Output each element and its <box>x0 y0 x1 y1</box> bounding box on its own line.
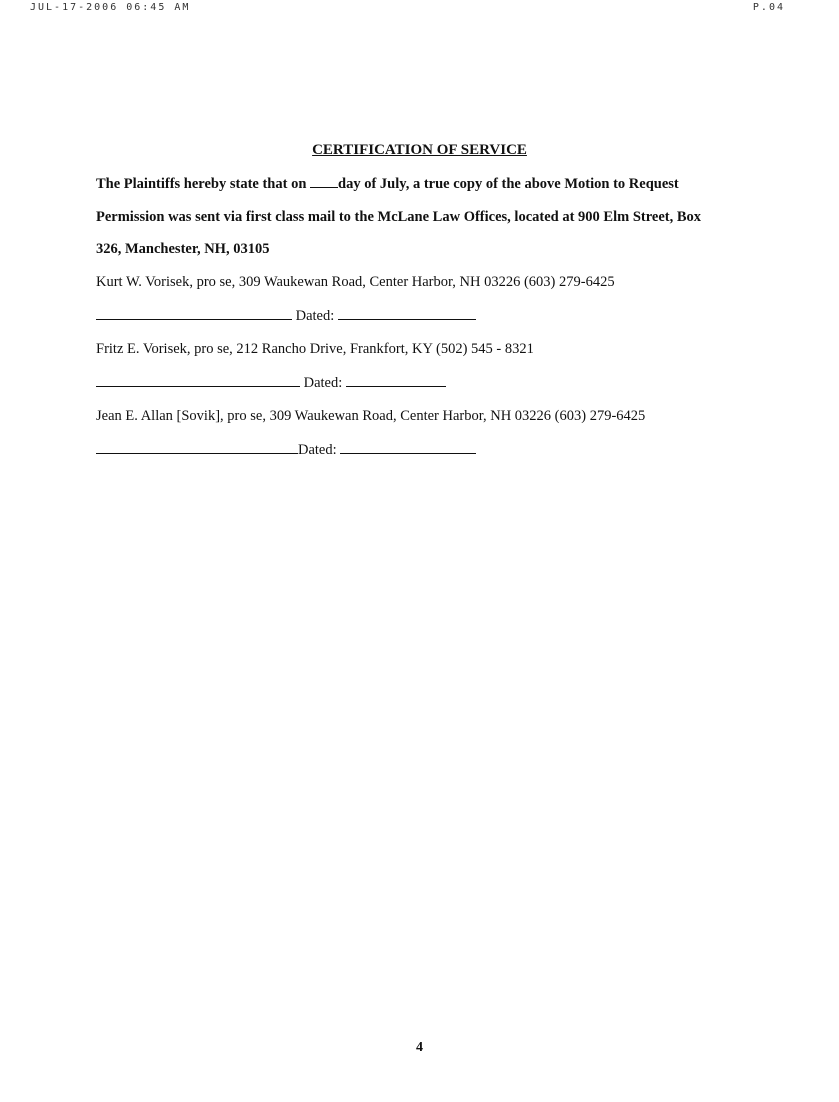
dated-label: Dated: <box>295 308 335 324</box>
fax-page-label: P.04 <box>752 2 785 13</box>
body-line-1 <box>96 175 679 193</box>
signature-line <box>96 307 292 320</box>
dated-label: Dated: <box>303 375 343 391</box>
document-title-text: CERTIFICATION OF SERVICE <box>312 142 527 158</box>
party-kurt-vorisek: Kurt W. Vorisek, pro se, 309 Waukewan Road, Center Harbor, NH 03226 (603) 279-6425 <box>96 274 615 290</box>
dated-label: Dated: <box>298 442 337 458</box>
body-line-1-start: The Plaintiffs hereby state that on <box>96 176 311 192</box>
body-line-1-end: day of July, a true copy of the above Motion to Request <box>338 176 679 192</box>
body-line-2: Permission was sent via first class mail to the McLane Law Offices, located at 900 Elm Street, Box <box>96 209 702 225</box>
signature-line <box>96 374 300 387</box>
date-line <box>346 374 446 387</box>
signature-row-fritz <box>96 374 446 392</box>
page-number: 4 <box>416 1040 423 1055</box>
signature-row-jean <box>96 441 476 459</box>
signature-row-kurt <box>96 307 476 325</box>
date-line <box>340 441 476 454</box>
day-blank <box>310 175 338 188</box>
fax-timestamp: JUL-17-2006 06:45 AM <box>30 2 191 13</box>
body-line-3: 326, Manchester, NH, 03105 <box>96 241 270 257</box>
signature-line <box>96 441 298 454</box>
document-title <box>0 142 839 159</box>
party-fritz-vorisek: Fritz E. Vorisek, pro se, 212 Rancho Drive, Frankfort, KY (502) 545 - 8321 <box>96 341 534 357</box>
date-line <box>338 307 476 320</box>
party-jean-allan: Jean E. Allan [Sovik], pro se, 309 Waukewan Road, Center Harbor, NH 03226 (603) 279-6425 <box>96 408 646 424</box>
fax-header <box>0 2 839 18</box>
